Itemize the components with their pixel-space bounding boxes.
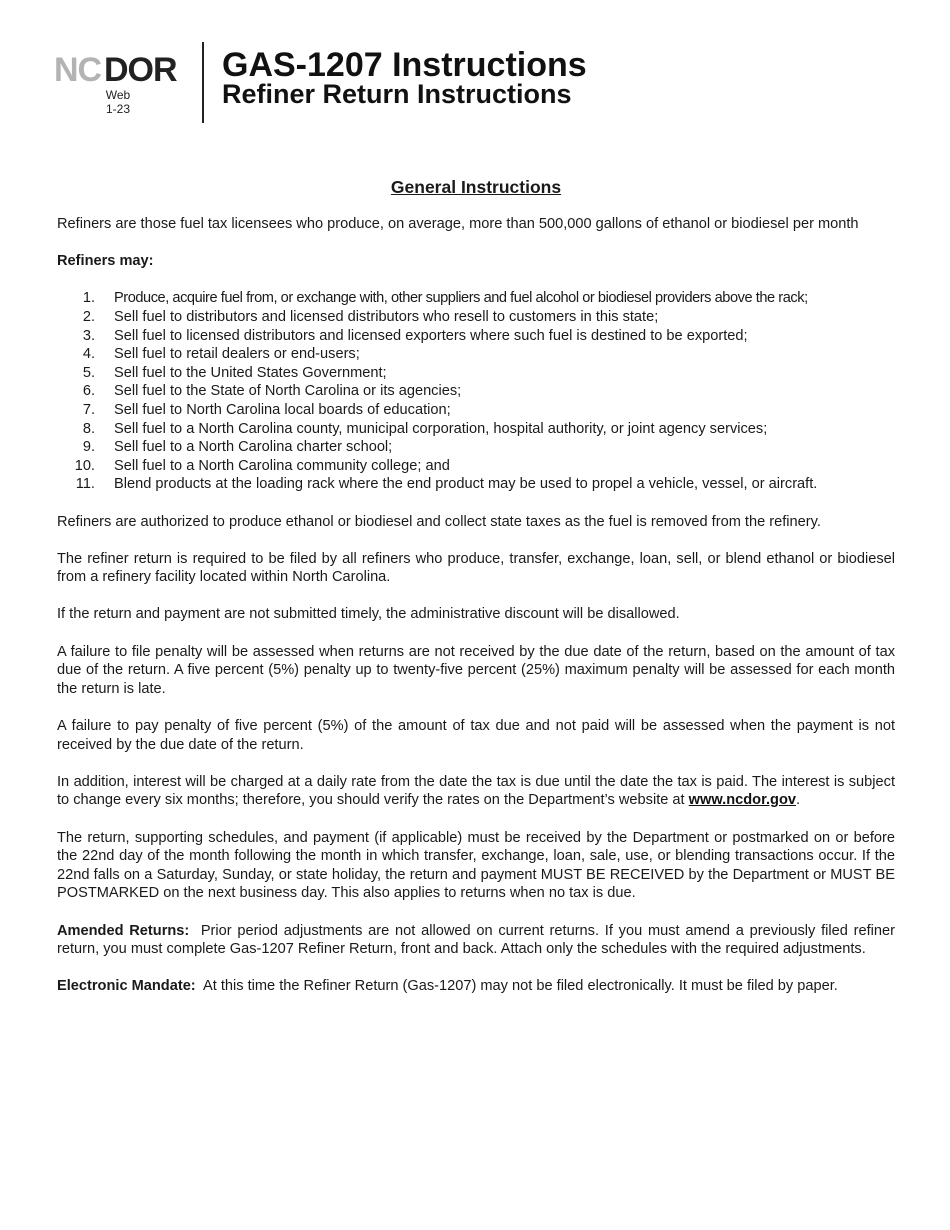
list-item-text: Sell fuel to distributors and licensed distributors who resell to customers in this state;: [114, 308, 659, 325]
header-divider: [202, 42, 204, 123]
list-item-number: 9.: [82, 439, 95, 456]
list-item: [57, 401, 895, 420]
amended-returns-paragraph: [57, 922, 895, 959]
list-item-number: 4.: [82, 346, 95, 363]
revision-date: 1-23: [105, 102, 131, 116]
list-item-number: 6.: [82, 383, 95, 400]
page-title: GAS-1207 Instructions: [222, 46, 587, 84]
section-heading: General Instructions: [390, 177, 562, 197]
required-paragraph: The refiner return is required to be filed by all refiners who produce, transfer, exchange, loan, sell, or blend ethanol or biodiesel from a refinery facility located within North Carolina.: [57, 550, 895, 586]
intro-paragraph: Refiners are those fuel tax licensees who produce, on average, more than 500,000 gallons of ethanol or biodiesel per month: [57, 216, 859, 232]
electronic-mandate-text: At this time the Refiner Return (Gas-1207) may not be filed electronically. It must be filed by paper.: [202, 978, 838, 995]
web-label: Web: [105, 88, 131, 102]
logo-dor-text: DOR: [104, 51, 177, 89]
list-item-number: 8.: [82, 420, 95, 437]
list-item-number: 11.: [75, 476, 95, 493]
list-item-number: 2.: [82, 308, 95, 325]
pay-penalty-paragraph: A failure to pay penalty of five percent (5%) of the amount of tax due and not paid will be assessed when the payment is not received by the due date of the return.: [57, 718, 895, 753]
list-item-number: 7.: [82, 401, 95, 418]
authorized-paragraph: Refiners are authorized to produce ethanol or biodiesel and collect state taxes as the fuel is removed from the refinery.: [57, 513, 821, 530]
document-header: [0, 0, 950, 130]
list-item-text: Produce, acquire fuel from, or exchange with, other suppliers and fuel alcohol or biodiesel providers above the rack;: [114, 290, 808, 307]
interest-text: In addition, interest will be charged at a daily rate from the date the tax is due until the date the tax is paid. The interest is subject to change every six months; therefore, you should verify the rates on the Department’s website at: [57, 773, 895, 809]
web-revision-label: [97, 88, 139, 116]
list-item-text: Sell fuel to retail dealers or end-users;: [114, 346, 360, 363]
list-item-text: Sell fuel to North Carolina local boards of education;: [114, 401, 451, 418]
discount-paragraph: If the return and payment are not submitted timely, the administrative discount will be disallowed.: [57, 606, 680, 623]
list-item-number: 1.: [82, 290, 95, 307]
logo-nc-text: NC: [54, 51, 102, 89]
refiners-may-list: [57, 289, 895, 494]
list-item: [57, 475, 895, 494]
amended-returns-label: Amended Returns:: [57, 922, 190, 939]
list-item-number: 10.: [74, 457, 95, 474]
list-item: [57, 457, 895, 476]
list-item: [57, 289, 895, 308]
list-item-text: Sell fuel to licensed distributors and licensed exporters where such fuel is destined to be exported;: [114, 327, 748, 344]
electronic-mandate-paragraph: [57, 977, 895, 996]
list-item: [57, 382, 895, 401]
list-item: [57, 364, 895, 383]
list-item-text: Blend products at the loading rack where the end product may be used to propel a vehicle, vessel, or aircraft.: [114, 476, 818, 493]
electronic-mandate-label: Electronic Mandate:: [57, 978, 196, 995]
file-penalty-paragraph: A failure to file penalty will be assessed when returns are not received by the due date of the return, based on the amount of tax due of the return. A five percent (5%) penalty up to twenty-five percent (25%) maximum penalty will be assessed for each month the return is late.: [57, 643, 895, 697]
list-item-text: Sell fuel to a North Carolina community college; and: [114, 457, 450, 474]
instructions-body: [57, 176, 895, 1015]
page-subtitle: Refiner Return Instructions: [222, 79, 572, 109]
ncdor-logo: [54, 50, 182, 90]
refiners-may-heading: Refiners may:: [57, 253, 154, 270]
list-item-number: 5.: [82, 364, 95, 381]
list-item-text: Sell fuel to a North Carolina charter school;: [114, 439, 393, 456]
list-item-number: 3.: [82, 327, 95, 344]
list-item: [57, 308, 895, 327]
list-item: [57, 327, 895, 346]
due-date-paragraph: The return, supporting schedules, and payment (if applicable) must be received by the Department or postmarked on or before the 22nd day of the month following the month in which transfer, exchange, loan, sale, use, or blending transactions occur. If the 22nd falls on a Saturday, Sunday, or state holiday, the return and payment MUST BE RECEIVED by the Department or MUST BE POSTMARKED on the next business day. This also applies to returns when no tax is due.: [57, 829, 895, 902]
list-item-text: Sell fuel to the United States Government;: [114, 364, 387, 381]
list-item: [57, 345, 895, 364]
list-item: [57, 420, 895, 439]
list-item-text: Sell fuel to a North Carolina county, municipal corporation, hospital authority, or joint agency services;: [114, 420, 768, 437]
list-item: [57, 438, 895, 457]
amended-returns-text: Prior period adjustments are not allowed on current returns. If you must amend a previously filed refiner return, you must complete Gas-1207 Refiner Return, front and back. Attach only the schedules with the required adjustments.: [57, 922, 896, 958]
list-item-text: Sell fuel to the State of North Carolina or its agencies;: [114, 383, 462, 400]
interest-paragraph: In addition, interest will be charged at a daily rate from the date the tax is due until the date the tax is paid. The interest is subject to change every six months; therefore, you should verify the rates on the Department’s website at www.ncdor.gov.: [57, 773, 895, 809]
ncdor-website-link[interactable]: www.ncdor.gov: [688, 792, 796, 809]
